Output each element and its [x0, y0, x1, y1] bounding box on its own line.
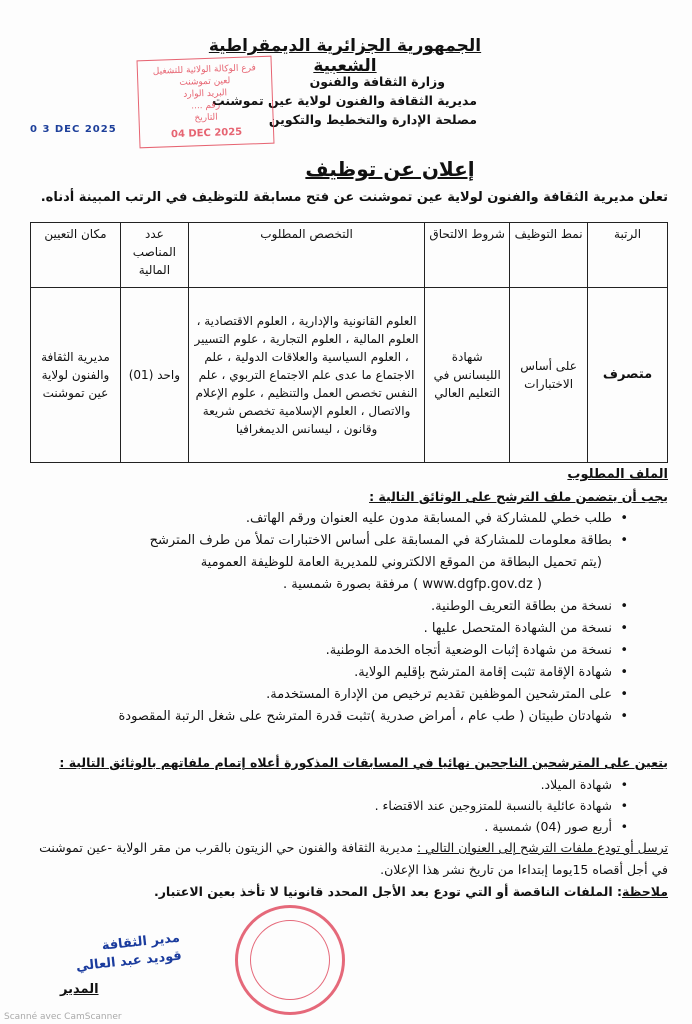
item-note: (يتم تحميل البطاقة من الموقع الالكتروني للمديرية العامة للوظيفة العمومية [200, 555, 602, 570]
list-item: • نسخة من الشهادة المتحصل عليها . [24, 618, 628, 640]
director-label: المدير [60, 982, 99, 997]
service-name: مصلحة الإدارة والتخطيط والتكوين [268, 112, 477, 127]
note-text: : الملفات الناقصة أو التي تودع بعد الأجل المحدد قانونيا لا تأخذ بعين الاعتبار. [153, 884, 622, 899]
stamp-line: لعين تموشنت [179, 76, 231, 88]
list-item: • نسخة من بطاقة التعريف الوطنية. [24, 596, 628, 618]
republic-heading: الجمهورية الجزائرية الديمقراطية الشعبية [208, 36, 482, 76]
positions-table [30, 222, 668, 463]
signature-line: قوديد عبد العالي [75, 948, 183, 975]
intro-text: تعلن مديرية الثقافة والفنون لولاية عين تموشنت عن فتح مسابقة للتوظيف في الرتب المبينة أدناه. [40, 190, 668, 205]
list-item: • شهادة الإقامة تثبت إقامة المترشح بإقليم الولاية. [24, 662, 628, 684]
list-item: • أربع صور (04) شمسية . [24, 816, 628, 837]
final-docs-list [24, 774, 668, 837]
list-item: • نسخة من شهادة إثبات الوضعية أتجاه الخدمة الوطنية. [24, 640, 628, 662]
col-header: التخصص المطلوب [188, 223, 424, 288]
col-header: مكان التعيين [31, 223, 121, 288]
cell-count: واحد (01) [120, 288, 188, 463]
stamp-line: البريد الوارد [183, 88, 228, 100]
cell-specialization: العلوم القانونية والإدارية ، العلوم الاقتصادية ، العلوم المالية ، العلوم التجارية ، علوم التسيير ، العلوم السياسية والعلاقات الدولية ، علم الاجتماع ما عدى علم الاجتماع التربوي ، علم النفس تخصص العمل والتنظيم ، علوم الإعلام والاتصال ، العلوم الإسلامية تخصص شريعة وقانون ، ليسانس الديمغرافيا [188, 288, 424, 463]
stamp-line: فرع الوكالة الولائية للتشغيل [152, 63, 257, 77]
item-text: بطاقة معلومات للمشاركة في المسابقة على أساس الاختبارات تملأ من طرف المترشح [149, 533, 612, 548]
official-seal [235, 905, 345, 1015]
table-row [31, 288, 668, 463]
col-header: عدد المناصب المالية [120, 223, 188, 288]
signature-line: مدير الثقافة [101, 930, 181, 954]
cell-place: مديرية الثقافة والفنون لولاية عين تموشنت [31, 288, 121, 463]
note-paragraph [24, 881, 668, 903]
reception-date: 04 DEC 2025 [170, 126, 243, 141]
section-subtitle: يجب أن يتضمن ملف الترشح على الوثائق التالية : [369, 489, 668, 504]
cell-rank: متصرف [588, 288, 668, 463]
list-item [24, 530, 628, 596]
stamp-line: التاريخ [194, 112, 218, 124]
scanner-footer: Scanné avec CamScanner [4, 1012, 122, 1022]
ministry-name: وزارة الثقافة والفنون [309, 74, 445, 89]
cell-conditions: شهادة الليسانس في التعليم العالي [425, 288, 510, 463]
list-item: • طلب خطي للمشاركة في المسابقة مدون عليه العنوان ورقم الهاتف. [24, 508, 628, 530]
col-header: نمط التوظيف [510, 223, 588, 288]
stamp-line: رقم .... [190, 100, 221, 112]
address-label: ترسل أو تودع ملفات الترشح إلى العنوان التالي : [417, 840, 668, 855]
note-label: ملاحظة [622, 884, 668, 899]
list-item: • شهادتان طبيتان ( طب عام ، أمراض صدرية )تثبت قدرة المترشح على شغل الرتبة المقصودة [24, 706, 628, 728]
table-header-row [31, 223, 668, 288]
section-subtitle: يتعين على المترشحين الناجحين نهائيا في المسابقات المذكورة أعلاه إتمام ملفاتهم بالوثائق التالية : [59, 755, 668, 770]
col-header: الرتبة [588, 223, 668, 288]
directorate-name: مديرية الثقافة والفنون لولاية عين تموشنت [212, 93, 477, 108]
reception-stamp [137, 56, 275, 149]
required-file-section [24, 464, 668, 728]
announcement-title: إعلان عن توظيف [305, 157, 475, 181]
address-text: مديرية الثقافة والفنون حي الزيتون بالقرب من مقر الولاية -عين تموشنت في أجل أقصاه 15يوما إبتداءا من تاريخ نشر هذا الإعلان. [39, 840, 668, 877]
signature [73, 930, 182, 977]
section-title: الملف المطلوب [567, 467, 668, 482]
address-paragraph [24, 837, 668, 881]
cell-mode: على أساس الاختبارات [510, 288, 588, 463]
list-item: • شهادة الميلاد. [24, 774, 628, 795]
col-header: شروط الالتحاق [425, 223, 510, 288]
required-docs-list [24, 508, 668, 728]
list-item: • شهادة عائلية بالنسبة للمتزوجين عند الاقتضاء . [24, 795, 628, 816]
final-docs-section [24, 752, 668, 903]
list-item: • على المترشحين الموظفين تقديم ترخيص من الإدارة المستخدمة. [24, 684, 628, 706]
date-stamp: 0 3 DEC 2025 [30, 124, 117, 135]
item-note-link: ( www.dgfp.gov.dz ) مرفقة بصورة شمسية . [283, 577, 542, 592]
